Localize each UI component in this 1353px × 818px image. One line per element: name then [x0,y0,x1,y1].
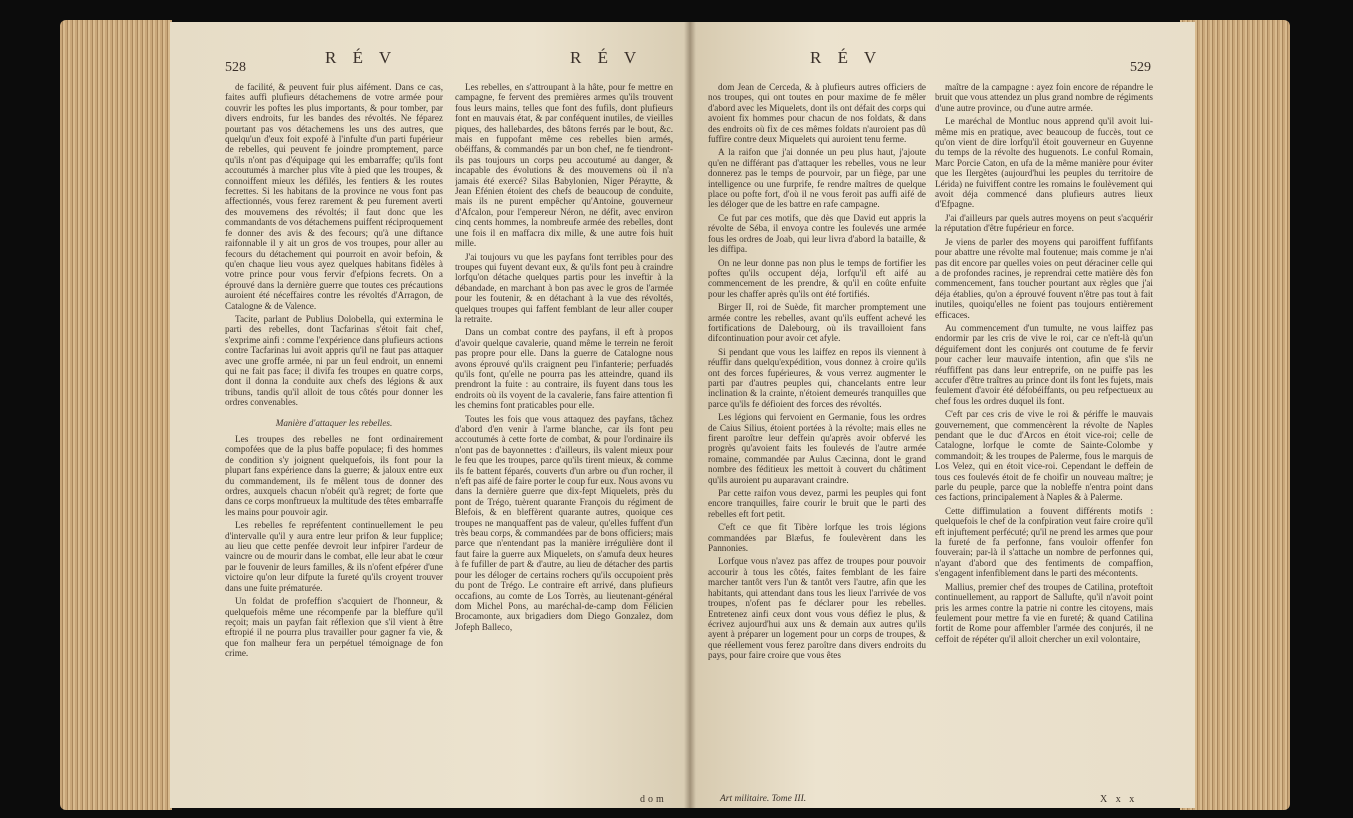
left-page-number: 528 [225,60,246,75]
paragraph: Si pendant que vous les laiffez en repos ils viennent à réuffir dans quelqu'expédition, vous donnez à croire qu'ils ont des forces fupérieures, & vous verrez augmenter le parti par d'autres peuples qui, chancelants entre leur inclination & la crainte, n'étoient demeurés tranquilles que parce qu'ils fe défioient des forces des révoltés. [708,346,926,409]
paragraph: Birger II, roi de Suède, fit marcher promptement une armée contre les rebelles, avant qu'ils euffent achevé les fortifications de Dalebourg, où ils travailloient fans difcontinuation pour avoir cet afyle. [708,302,926,344]
paragraph: Par cette raifon vous devez, parmi les peuples qui font encore tranquilles, faire courir le bruit que le parti des rebelles eft fort petit. [708,488,926,519]
right-page-number: 529 [1130,60,1151,75]
catchword: dom [640,794,667,805]
paragraph: Mallius, premier chef des troupes de Catilina, proteftoit continuellement, au rapport de Sallufte, qu'il n'avoit point pris les armes contre la patrie ni contre les citoyens, mais feulement pour mettre fa vie en fureté; & quand Catilina fortit de Rome pour affembler l'armée des conjurés, il ne ceffoit de répéter qu'il alloit chercher un exil volontaire, [935,581,1153,644]
section-subheading: Manière d'attaquer les rebelles. [275,417,393,428]
paragraph: dom Jean de Cerceda, & à plufieurs autres officiers de nos troupes, qui ont toutes en pour maxime de fe mêler d'abord avec les Miquelets, dont ils ont défait des corps qui avoient fix hommes pour chacun de nos foldats, & dans des endroits où fix de ces mêmes foldats n'auroient pas dû fuffire contre deux Miquelets qui auroient tenu ferme. [708,82,926,145]
paragraph: Dans un combat contre des payfans, il eft à propos d'avoir quelque cavalerie, quand même le terrein ne feroit pas propre pour elle. Dans la guerre de Catalogne nous avons éprouvé qu'ils craignent peu l'infanterie; perfuadés qu'ils font, qu'elle ne pourra pas les atteindre, quand ils prendront la fuite : au contraire, ils fuyent dans tous les endroits où ils voyent de la cavalerie, fans faire attention fi les chemins font praticables pour elle. [455,327,673,411]
left-page-column-2 [455,82,673,792]
paragraph: maître de la campagne : ayez foin encore de répandre le bruit que vous attendez un plus grand nombre de régiments d'une autre province, ou d'une autre armée. [935,82,1153,113]
paragraph: Tacite, parlant de Publius Dolobella, qui extermina le parti des rebelles, dont Tacfarinas s'étoit fait chef, s'exprime ainfi : comme l'expérience dans plufieurs actions contre Tacfarinas lui avoit appris qu'il ne faut pas attaquer avec une groffe armée, ni par un feul endroit, un ennemi qui ne fait pas face; il divifa fes troupes en quatre corps, dont il donna la conduite aux chefs des légions & aux tribuns, tandis qu'il alloit de tous côtés pour donner les ordres convenables. [225,313,443,408]
page-footer: Art militaire. Tome III. [720,794,807,804]
paragraph: C'eft ce que fit Tibère lorfque les trois légions commandées par Blæfus, fe foulevèrent dans les Pannonies. [708,522,926,554]
paragraph: Je viens de parler des moyens qui paroiffent fuffifants pour abattre une révolte mal foutenue; mais comme je n'ai pas dit encore par quelles voies on peut déraciner celle qui a de profondes racines, je reprendrai cette matière dès fon commencement, fans toucher pourtant aux règles que j'ai déja établies, qu'on a éprouvé fouvent n'être pas tout à fait inutiles, quoiqu'elles ne foient pas toujours entièrement efficaces. [935,236,1153,320]
paragraph: Toutes les fois que vous attaquez des payfans, tâchez d'abord d'en venir à l'arme blanche, car ils font peu accoutumés à cette forte de combat, & pour l'ordinaire ils n'ont pas de bayonnettes : d'ailleurs, ils valent mieux pour le feu que les troupes, parce qu'ils tirent mieux, & comme ils fe battent féparés, couverts d'un arbre ou d'un rocher, il n'eft pas aifé de faire porter le coup fur eux. Nous avons vu dans la dernière guerre que dix-fept Miquelets, près du pont de Trégo, tuèrent quarante François du régiment de Blefois, & en bleffèrent quarante autres, quoique ces troupes ne manquaffent pas de valeur, qu'elles fuffent d'un très beau corps, & commandées par de bons officiers; mais parce que n'entendant pas la manière irrégulière dont il faut faire la guerre aux Miquelets, on s'amufa deux heures à fe fufiller de part & d'autre, au lieu de détacher des partis pour les déloger de certains rochers qu'ils occupoient près du pont de Trégo. Le contraire eft arrivé, dans plufieurs occafions, au comte de Los Torrès, au lieutenant-général dom Michel Pons, au maréchal-de-camp dom Félicien Brocamonte, aux brigadiers dom Diego Gonzalez, dom Jofeph Balleco, [455,413,673,632]
left-page-edges [60,20,172,810]
right-running-head: R É V [810,48,883,67]
paragraph: Les légions qui fervoient en Germanie, fous les ordres de Caius Silius, étoient portées à la révolte; mais elles ne firent paroître leur deffein qu'après avoir obfervé les progrès qu'avoient faits les foulevés de l'autre armée romaine, commandée par Aulus Cæcinna, dont le grand nombre des féditieux les mettoit à couvert du châtiment qu'ils auroient pu auparavant craindre. [708,412,926,485]
paragraph: A la raifon que j'ai donnée un peu plus haut, j'ajoute qu'en ne différant pas d'attaquer les rebelles, vous ne leur donnerez pas le temps de pourvoir, par un fiège, par une intelligence ou une furprife, fe rendre maîtres de quelque place ou pofte fort, d'où il ne vous feroit pas auffi aifé de les déloger que de les battre en rafe campagne. [708,147,926,210]
paragraph: Ce fut par ces motifs, que dès que David eut appris la révolte de Séba, il envoya contre les foulevés une armée fous les ordres de Joab, qui leur livra d'abord la bataille, & les diffipa. [708,212,926,255]
paragraph: de facilité, & peuvent fuir plus aifément. Dans ce cas, faites auffi plufieurs détachemens de votre armée pour couvrir les poftes les plus importants, & pour tomber, par divers endroits, fur les bandes des révoltés. Ne féparez pourtant pas vos détachemens les uns des autres, que quelqu'un d'eux foit expofé à l'infulte d'un parti fupérieur de rebelles, qui peuvent fe joindre promptement, parce qu'ils n'ont pas d'équipage qui les embarraffe; qu'ils font accoutumés à marcher plus vîte à pied que les troupes, & connoiffent mieux les défilés, les fentiers & les routes fecrettes. Si les habitans de la province ne vous font pas affectionnés, vous ferez rarement & peu furement averti des mouvemens des révoltés; il faut donc que les commandants de vos détachemens puiffent réciproquement fe donner des avis & des fecours; qu'à une diftance raifonnable il y ait un gros de vos troupes, pour aller au fecours du détachement qui pourroit en avoir befoin, & qu'en chaque lieu vous ayez quelques habitans fidèles à votre prince pour vous fervir d'efpions fecrets. On a éprouvé dans la dernière guerre que toutes ces précautions auroient été néceffaires contre les révoltés d'Arragon, de Catalogne & de Valence. [225,82,443,311]
right-page-edges [1180,20,1290,810]
book-gutter [684,22,696,808]
paragraph: J'ai toujours vu que les payfans font terribles pour des troupes qui fuyent devant eux, & qu'ils font peu à craindre lorfqu'on détache quelques partis pour les inveftir à la débandade, en marchant à bon pas avec le gros de l'armée pour les foutenir, & en détachant à la vue des révoltés, quelques troupes qui faffent femblant de leur aller couper la retraite. [455,251,673,324]
paragraph: C'eft par ces cris de vive le roi & périffe le mauvais gouvernement, que commencèrent la révolte de Naples pendant que le duc d'Arcos en étoit vice-roi; celle de Catalogne, lorfque le comte de Sainte-Colombe y commandoit; & les troupes de Palerme, fous le marquis de Los Velez, qui en étoit vice-roi. Cependant le deffein de tous ces foulevés étoit de fe choifir un nouveau maître; je parle du peuple, parce que la nobleffe n'entra point dans ces factions, principalement à Naples & à Palerme. [935,409,1153,503]
right-page-column-1 [708,82,926,792]
paragraph: Un foldat de profeffion s'acquiert de l'honneur, & quelquefois même une récompenfe par la bleffure qu'il reçoit; mais un payfan fait réflexion que s'il vient à être eftropié il ne pourra plus travailler pour gagner fa vie, & que fon malheur fera un perpétuel témoignage de fon crime. [225,596,443,659]
left-running-head-2: R É V [570,48,643,67]
paragraph: J'ai d'ailleurs par quels autres moyens on peut s'acquérir la réputation d'être fupérieur en force. [935,212,1153,234]
left-page [170,22,690,808]
paragraph: On ne leur donne pas non plus le temps de fortifier les poftes qu'ils occupent déja, lorfqu'il eft aifé au commencement de les prendre, & qu'il en coûte enfuite pour les chaffer après qu'ils ont été fortifiés. [708,257,926,299]
right-page [690,22,1195,808]
paragraph: Lorfque vous n'avez pas affez de troupes pour pouvoir accourir à tous les côtés, faites femblant de les faire marcher tantôt vers l'un & tantôt vers l'autre, afin que les habitants, qui attendant dans tous les lieux l'arrivée de vos troupes, n'ofent pas fe déclarer pour les rebelles. Entretenez ainfi ceux dont vous vous défiez le plus, & écrivez aujourd'hui aux uns & demain aux autres qu'ils ayent à préparer un logement pour un corps de troupes, & que réellement vous ferez paroître dans divers endroits du pays, pour faire croire que vous êtes [708,556,926,661]
left-running-head: R É V [325,48,398,67]
left-page-column-1 [225,82,443,792]
paragraph: Le maréchal de Montluc nous apprend qu'il avoit lui-même mis en pratique, avec beaucoup de fuccès, tout ce qu'on vient de dire lorfqu'il étoit gouverneur en Guyenne du temps de la révolte des huguenots. Le conful Romain, Marc Porcie Caton, en ufa de la même manière pour éviter que les Ilergètes (aujourd'hui les peuples du territoire de Lérida) ne fuiviffent contre les romains le foulèvement qui avoit déja commencé dans plufieurs autres lieux d'Efpagne. [935,116,1153,210]
right-page-column-2 [935,82,1153,792]
paragraph: Au commencement d'un tumulte, ne vous laiffez pas endormir par les cris de vive le roi, car ce n'eft-là qu'un déguifement dont les conjurés ont coutume de fe fervir pour cacher leur mauvaife intention, afin que s'ils ne réuffiffent pas dans leur entreprife, on ne puiffe pas les accufer d'être traîtres au prince dont ils font les fujets, mais feulement d'avoir été défobéiffants, ou peu refpectueux au chef fous les ordres duquel ils font. [935,322,1153,406]
paragraph: Les rebelles, en s'attroupant à la hâte, pour fe mettre en campagne, fe fervent des premières armes qu'ils trouvent fous leurs mains, telles que font des fufils, dont plufieurs font en mauvais état, & par conféquent inutiles, de vieilles piques, des hallebardes, des bâtons ferrés par le bout, &c. mais en fuppofant même ces rebelles bien armés, obéiffans, & commandés par un bon chef, ne fe tiendront-ils pas toujours un corps peu accoutumé au danger, & incapable des évolutions & des mouvemens où il n'a jamais été exercé? Silas Babylonien, Niger Péraytte, & Jean Efénien étoient des chefs de beaucoup de conduite, mais ils ne purent empêcher qu'Antoine, gouverneur d'Afcalon, pour l'empereur Néron, ne défit, avec environ cinq cents hommes, la nombreufe armée des rebelles, dont une fois il en maffacra dix mille, & une autre fois huit mille. [455,82,673,249]
paragraph: Cette diffimulation a fouvent différents motifs : quelquefois le chef de la confpiration veut faire croire qu'il eft injuftement perfécuté; qu'il ne prend les armes que pour la fureté de fa perfonne, fans vouloir offenfer fon fouverain; par-là il s'attache un nombre de perfonnes qui, n'ayant d'abord que des fentiments de compaffion, s'engagent infenfiblement dans le parti des mécontents. [935,505,1153,579]
paragraph: Les troupes des rebelles ne font ordinairement compofées que de la plus baffe populace; fi des hommes de condition s'y joignent quelquefois, ils font pour la plupart fans expérience dans la guerre; & jaloux entre eux du commandement, ils fe mêlent tous de donner des ordres, auxquels chacun n'obéit qu'à regret; de forte que dans ce corps monftrueux la multitude des têtes embarraffe les mains pour pouvoir agir. [225,434,443,517]
signature-mark: X x x [1100,794,1138,805]
paragraph: Les rebelles fe repréfentent continuellement le peu d'intervalle qu'il y aura entre leur prifon & leur fupplice; au lieu que cette penfée devroit leur infpirer l'ardeur de vaincre ou de mourir dans le combat, elle leur abat le cœur par le fouvenir de leurs familles, & ils n'ofent efpérer d'une victoire qu'on leur difpute la fureté qu'ils croyent trouver dans une fuite prématurée. [225,520,443,593]
